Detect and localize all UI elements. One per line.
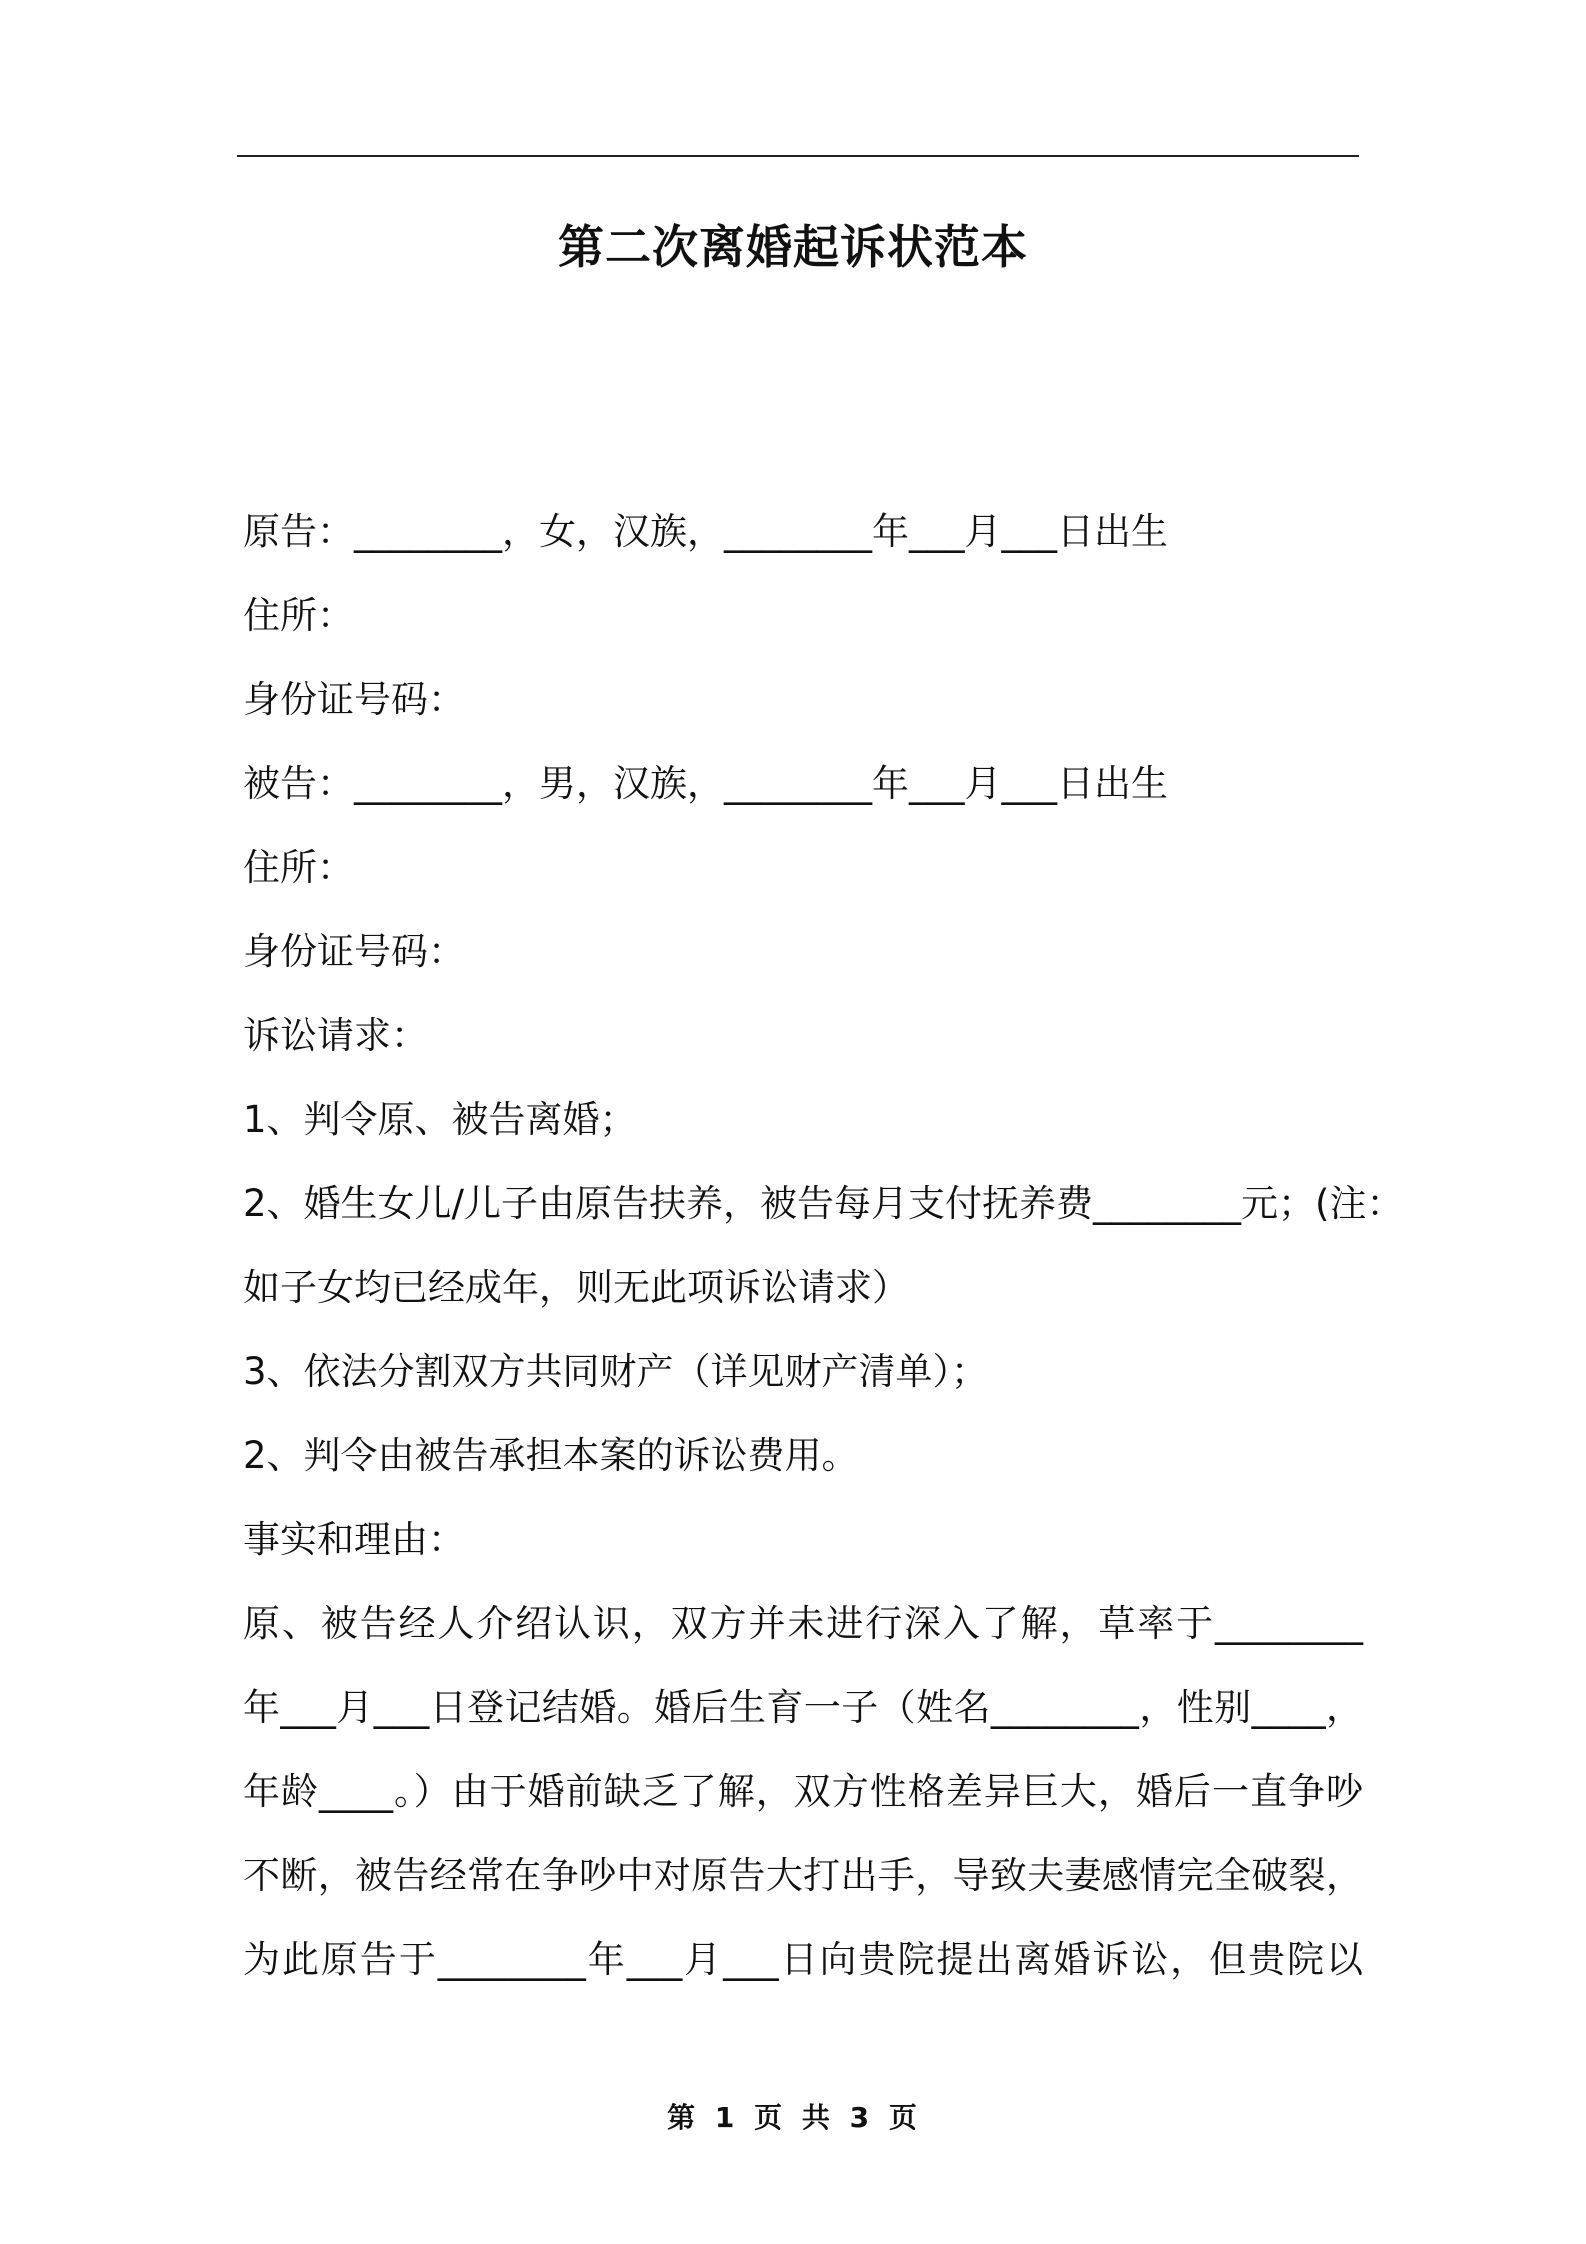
document-body [243,490,1404,2002]
claim-item: 2、判令由被告承担本案的诉讼费用。 [243,1434,859,1477]
claim-item: 2、婚生女儿/儿子由原告扶养，被告每月支付抚养费________元；(注： [243,1182,1404,1225]
facts-paragraph-line: 原、被告经人介绍认识，双方并未进行深入了解，草率于________ [243,1602,1363,1645]
facts-heading: 事实和理由： [243,1518,465,1561]
defendant-address-line: 住所： [243,846,354,889]
claim-item: 1、判令原、被告离婚； [243,1098,637,1141]
facts-paragraph-line: 不断，被告经常在争吵中对原告大打出手，导致夫妻感情完全破裂， [243,1854,1363,1897]
plaintiff-id-line: 身份证号码： [243,678,465,721]
document-title: 第二次离婚起诉状范本 [558,220,1028,274]
facts-paragraph-line: 年龄____。）由于婚前缺乏了解，双方性格差异巨大，婚后一直争吵 [243,1770,1363,1813]
defendant-id-line: 身份证号码： [243,930,465,973]
claim-item-continued: 如子女均已经成年，则无此项诉讼请求） [243,1266,909,1309]
header-rule [237,155,1359,157]
defendant-line: 被告：________，男，汉族，________年___月___日出生 [243,762,1168,805]
plaintiff-line: 原告：________，女，汉族，________年___月___日出生 [243,510,1168,553]
claims-heading: 诉讼请求： [243,1014,428,1057]
facts-paragraph-line: 为此原告于________年___月___日向贵院提出离婚诉讼，但贵院以 [243,1938,1363,1981]
claim-item: 3、依法分割双方共同财产（详见财产清单）； [243,1350,989,1393]
plaintiff-address-line: 住所： [243,594,354,637]
facts-paragraph-line: 年___月___日登记结婚。婚后生育一子（姓名________，性别____， [243,1686,1363,1729]
page-number-footer: 第 1 页 共 3 页 [667,2101,919,2134]
